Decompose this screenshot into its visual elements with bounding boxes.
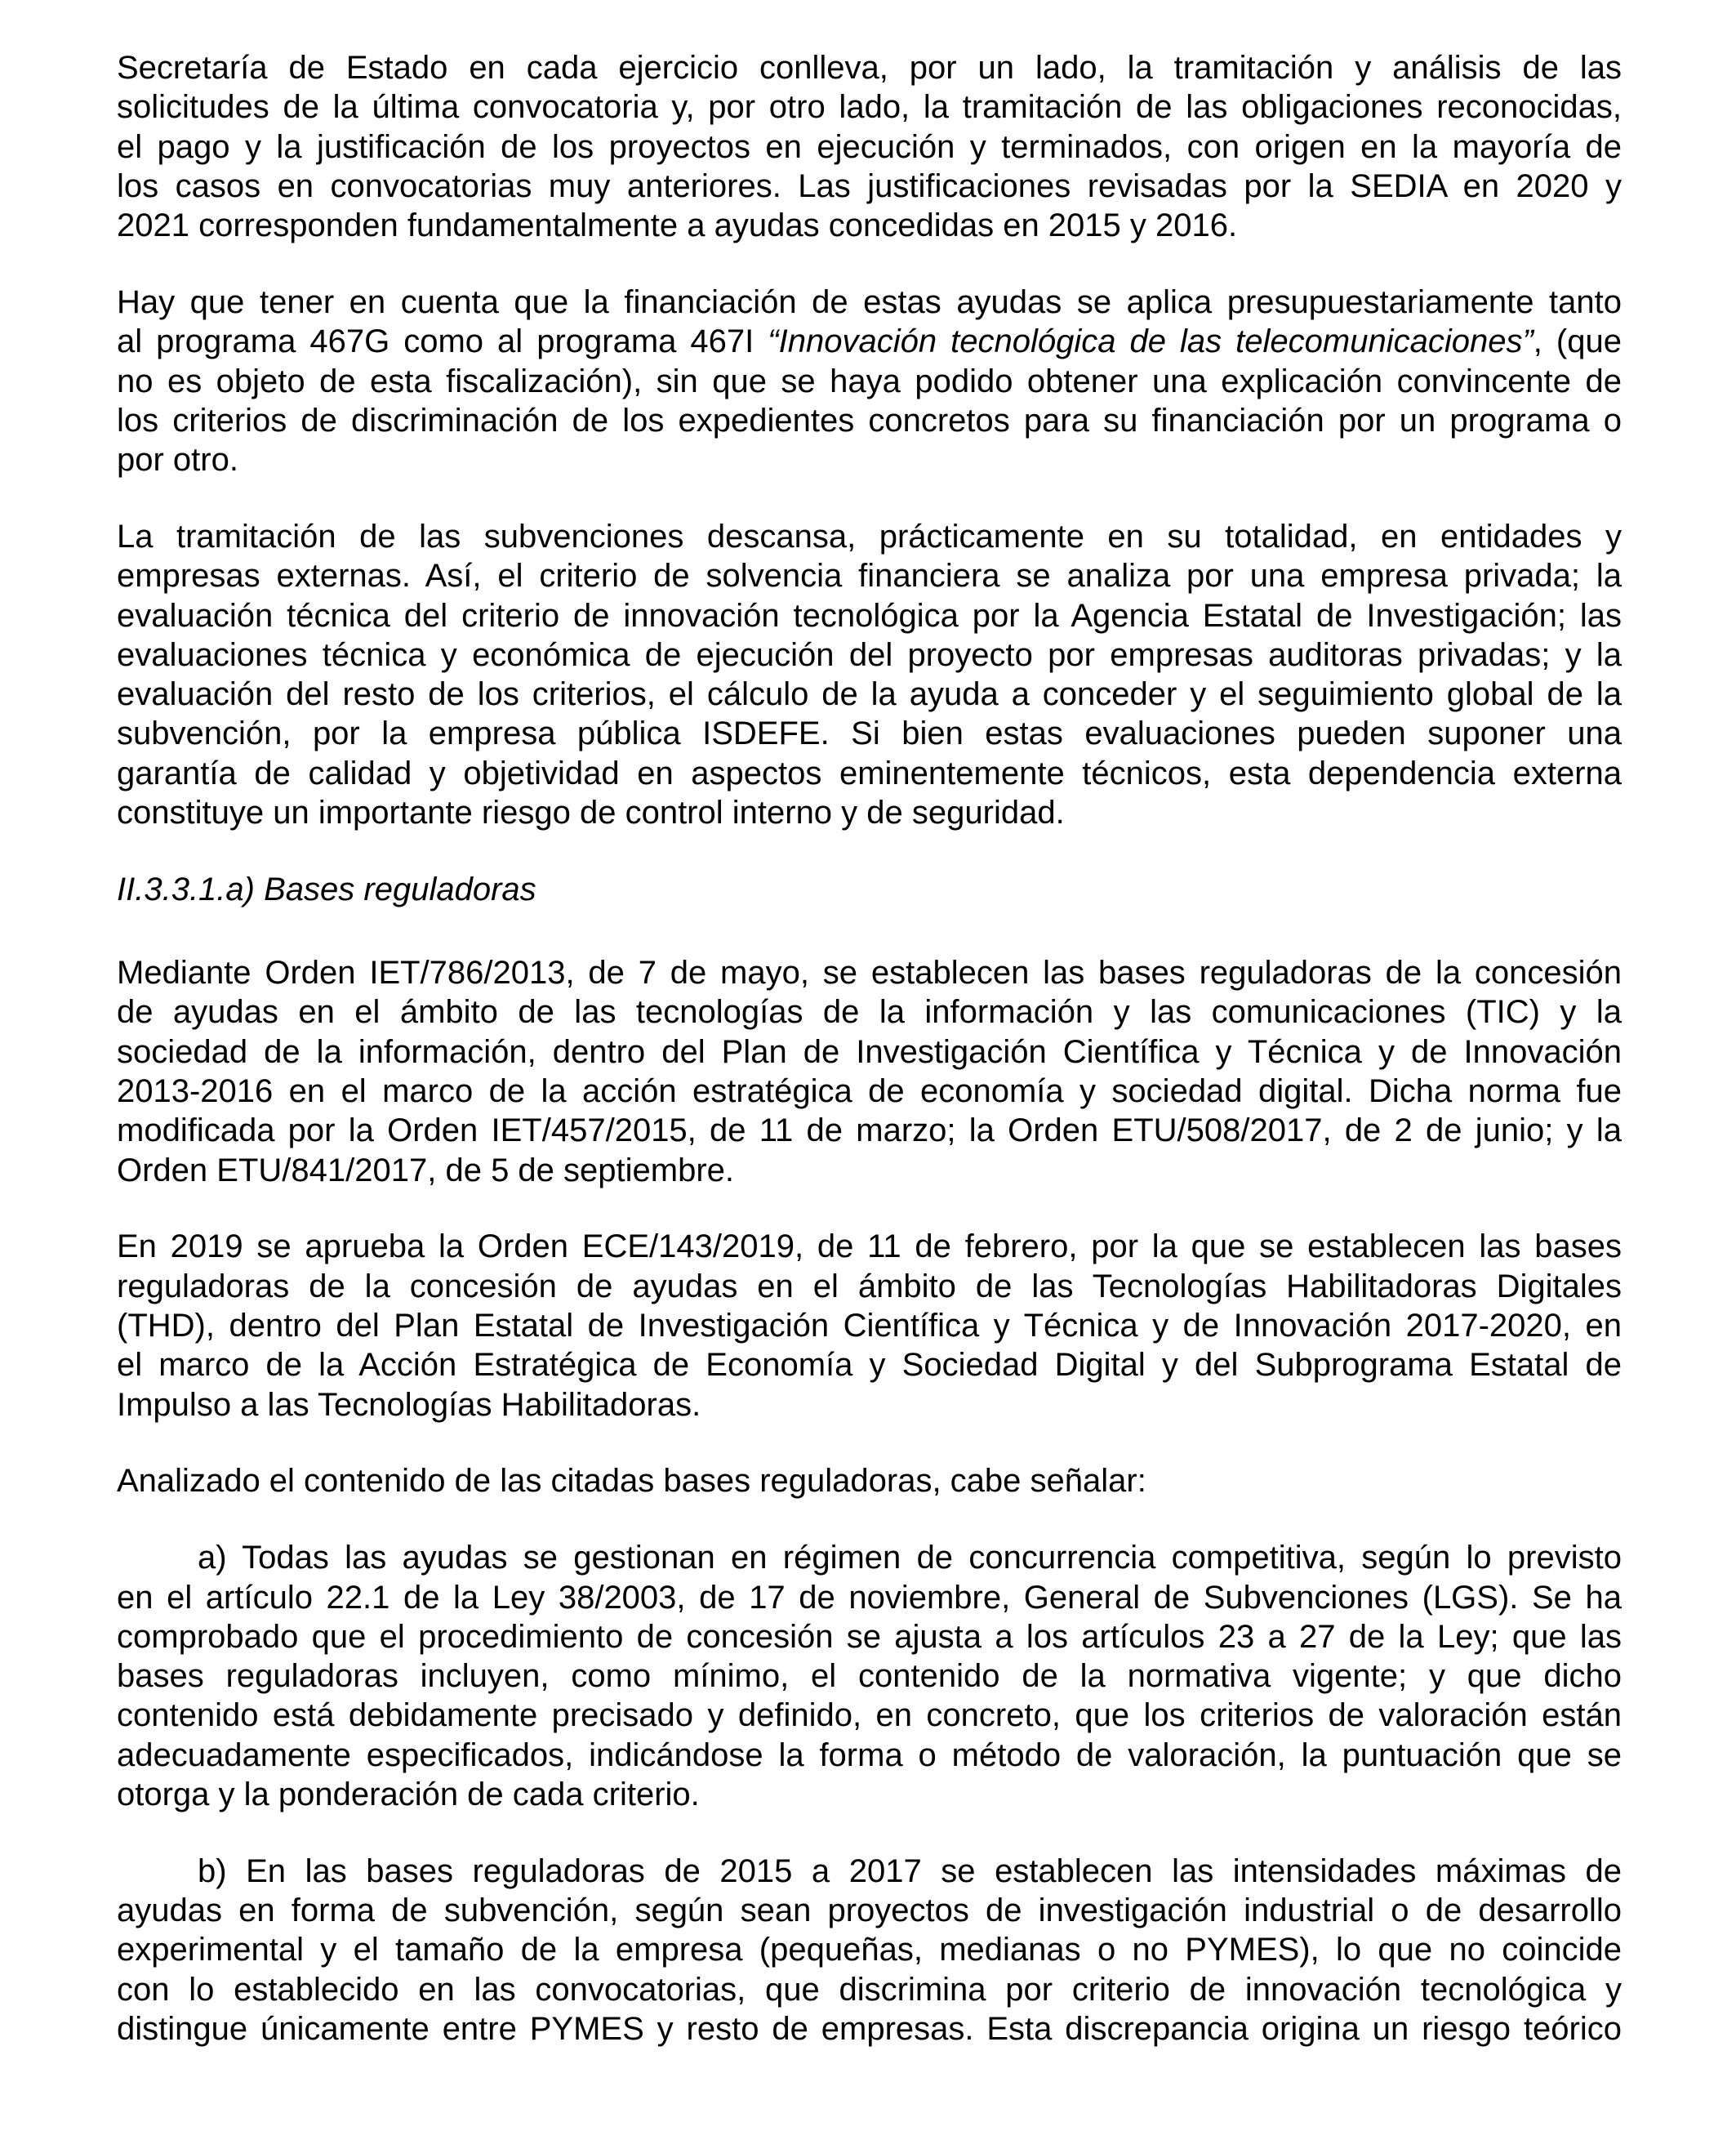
text-line: en el artículo 22.1 de la Ley 38/2003, de 17 de noviembre, General de Subvenciones (LGS). Se ha	[117, 1579, 1622, 1616]
text-line: Analizado el contenido de las citadas bases reguladoras, cabe señalar:	[117, 1463, 1146, 1500]
text-line: (THD), dentro del Plan Estatal de Investigación Científica y Técnica y de Innovación 2017-2020, en	[117, 1308, 1622, 1344]
paragraph-analizado	[117, 1461, 1622, 1500]
text-line: distingue únicamente entre PYMES y resto de empresas. Esta discrepancia origina un riesgo teórico	[117, 2010, 1622, 2047]
text-line: b) En las bases reguladoras de 2015 a 2017 se establecen las intensidades máximas de	[198, 1852, 1622, 1889]
text-line: Impulso a las Tecnologías Habilitadoras.	[117, 1386, 701, 1423]
text-line: reguladoras de la concesión de ayudas en el ámbito de las Tecnologías Habilitadoras Digitales	[117, 1268, 1622, 1304]
text-line: 2013-2016 en el marco de la acción estratégica de economía y sociedad digital. Dicha norma fue	[117, 1073, 1622, 1110]
text-line: los casos en convocatorias muy anteriores. Las justificaciones revisadas por la SEDIA en 2020 y	[117, 167, 1622, 204]
text-line: de ayudas en el ámbito de las tecnologías de la información y las comunicaciones (TIC) y la	[117, 994, 1622, 1031]
text-line: solicitudes de la última convocatoria y, por otro lado, la tramitación de las obligaciones reconocidas,	[117, 89, 1622, 126]
document-page	[117, 48, 1622, 2086]
text-line: bases reguladoras incluyen, como mínimo, el contenido de la normativa vigente; y que dicho	[117, 1658, 1622, 1695]
text-line: adecuadamente especificados, indicándose la forma o método de valoración, la puntuación que se	[117, 1736, 1622, 1773]
text-line: con lo establecido en las convocatorias, que discrimina por criterio de innovación tecnológica y	[117, 1971, 1622, 2008]
text-line: modificada por la Orden IET/457/2015, de 11 de marzo; la Orden ETU/508/2017, de 2 de junio; y la	[117, 1112, 1622, 1149]
text-line: Mediante Orden IET/786/2013, de 7 de mayo, se establecen las bases reguladoras de la concesión	[117, 955, 1622, 992]
text-line: otorga y la ponderación de cada criterio.	[117, 1776, 700, 1812]
text-segment: , (que	[1533, 323, 1622, 360]
paragraph-orden-iet-786	[117, 953, 1622, 1190]
section-heading: II.3.3.1.a) Bases reguladoras	[117, 871, 536, 907]
text-line: sociedad de la información, dentro del Plan de Investigación Científica y Técnica y de Innovación	[117, 1033, 1622, 1070]
text-line: constituye un importante riesgo de control interno y de seguridad.	[117, 795, 1065, 831]
text-line: La tramitación de las subvenciones descansa, prácticamente en su totalidad, en entidades y	[117, 518, 1622, 555]
paragraph-orden-ece-143	[117, 1227, 1622, 1424]
text-line: por otro.	[117, 442, 238, 479]
text-segment: al programa 467G como al programa 467I	[117, 323, 768, 360]
text-line: Hay que tener en cuenta que la financiación de estas ayudas se aplica presupuestariamente tanto	[117, 283, 1622, 320]
program-name-italic: “Innovación tecnológica de las telecomunicaciones”	[768, 323, 1533, 360]
text-line: evaluaciones técnica y económica de ejecución del proyecto por empresas auditoras privadas; y la	[117, 636, 1622, 673]
text-line: evaluación técnica del criterio de innovación tecnológica por la Agencia Estatal de Investigación; las	[117, 597, 1622, 634]
text-line: ayudas en forma de subvención, según sean proyectos de investigación industrial o de desarrollo	[117, 1892, 1622, 1929]
text-line: Orden ETU/841/2017, de 5 de septiembre.	[117, 1152, 735, 1188]
paragraph-secretaria-ejercicio	[117, 48, 1622, 245]
text-line: Secretaría de Estado en cada ejercicio conlleva, por un lado, la tramitación y análisis de las	[117, 50, 1622, 86]
paragraph-financiacion-programas	[117, 283, 1622, 479]
text-line: no es objeto de esta fiscalización), sin que se haya podido obtener una explicación convincente de	[117, 363, 1622, 399]
text-line: los criterios de discriminación de los expedientes concretos para su financiación por un programa o	[117, 402, 1622, 439]
text-line-with-italic	[117, 322, 1622, 361]
text-line: contenido está debidamente precisado y definido, en concreto, que los criterios de valoración están	[117, 1697, 1622, 1734]
text-line: el pago y la justificación de los proyectos en ejecución y terminados, con origen en la mayoría de	[117, 128, 1622, 165]
paragraph-tramitacion-externa	[117, 517, 1622, 832]
list-item-b-intensidades	[117, 1852, 1622, 2049]
text-line: En 2019 se aprueba la Orden ECE/143/2019, de 11 de febrero, por la que se establecen las bases	[117, 1228, 1622, 1265]
text-line: evaluación del resto de los criterios, el cálculo de la ayuda a conceder y el seguimiento global de la	[117, 676, 1622, 713]
text-line: garantía de calidad y objetividad en aspectos eminentemente técnicos, esta dependencia externa	[117, 755, 1622, 791]
text-line: el marco de la Acción Estratégica de Economía y Sociedad Digital y del Subprograma Estatal de	[117, 1347, 1622, 1384]
text-line: experimental y el tamaño de la empresa (pequeñas, medianas o no PYMES), lo que no coincide	[117, 1932, 1622, 1968]
list-item-a-concurrencia	[117, 1538, 1622, 1814]
text-line: empresas externas. Así, el criterio de solvencia financiera se analiza por una empresa privada; la	[117, 558, 1622, 595]
text-line: 2021 corresponden fundamentalmente a ayudas concedidas en 2015 y 2016.	[117, 207, 1238, 244]
text-line: comprobado que el procedimiento de concesión se ajusta a los artículos 23 a 27 de la Ley; que las	[117, 1618, 1622, 1655]
text-line: a) Todas las ayudas se gestionan en régimen de concurrencia competitiva, según lo previsto	[198, 1540, 1622, 1576]
text-line: subvención, por la empresa pública ISDEFE. Si bien estas evaluaciones pueden suponer una	[117, 716, 1622, 752]
